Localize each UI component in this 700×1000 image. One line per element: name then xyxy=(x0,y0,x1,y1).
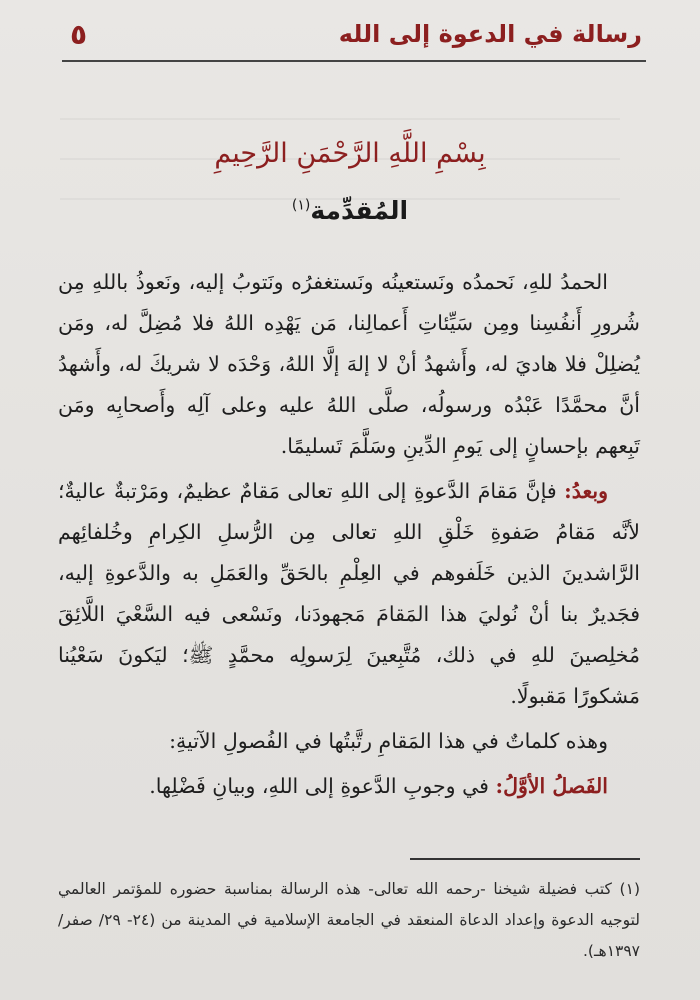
paragraph-introduction-body: فإنَّ مَقامَ الدَّعوةِ إلى اللهِ تعالى مَقامٌ عظيمٌ، ومَرْتبةٌ عاليةٌ؛ لأنَّه مَقامُ صَفوةِ خَلْقِ اللهِ تعالى مِن الرُّسلِ الكِرامِ وخُلفائِهم الرَّاشدينَ الذين خَلَفوهم في العِلْمِ بالحَقِّ والعَمَلِ به والدَّعوةِ إليه، فجَديرٌ بنا أنْ نُوليَ هذا المَقامَ مَجهودَنا، ونَسْعى فيه السَّعْيَ اللَّائِقَ مُخلِصينَ للهِ في ذلك، مُتَّبِعينَ لِرَسولِه محمَّدٍ ﷺ؛ ليَكونَ سَعْيُنا مَشكورًا مَقبولًا. xyxy=(58,479,640,708)
paragraph-lead: وبعدُ: xyxy=(564,479,608,503)
footnote: (١) كتب فضيلة شيخنا -رحمه الله تعالى- هذه الرسالة بمناسبة حضوره للمؤتمر العالمي لتوجيه الدعوة وإعداد الدعاة المنعقد في الجامعة الإسلامية في المدينة من (٢٤- ٢٩/ صفر/ ١٣٩٧هـ). xyxy=(58,880,640,960)
body-text xyxy=(58,262,640,807)
basmala: بِسْمِ اللَّهِ الرَّحْمَنِ الرَّحِيمِ xyxy=(214,138,486,169)
chapter-footnote-marker: (١) xyxy=(291,197,311,214)
chapter-title xyxy=(0,196,700,225)
paragraph-praise: الحمدُ للهِ، نَحمدُه ونَستعينُه ونَستغفرُه ونَتوبُ إليه، ونَعوذُ باللهِ مِن شُرورِ أَنفُسِنا ومِن سَيِّئاتِ أَعمالِنا، مَن يَهْدِه اللهُ فلا مُضِلَّ له، ومَن يُضلِلْ فلا هاديَ له، وأَشهدُ أنْ لا إلهَ إلَّا اللهُ، وَحْدَه لا شريكَ له، وأَشهدُ أنَّ محمَّدًا عَبْدُه ورسولُه، صلَّى اللهُ عليه وعلى آلِه وأَصحابِه ومَن تَبِعهم بإحسانٍ إلى يَومِ الدِّينِ وسَلَّمَ تَسليمًا. xyxy=(58,270,640,458)
paragraph-introduction xyxy=(58,471,640,717)
paragraph-outline: وهذه كلماتٌ في هذا المَقامِ رتَّبتُها في الفُصولِ الآتيةِ: xyxy=(169,729,608,753)
chapter-title-text: المُقدِّمة xyxy=(310,196,409,225)
running-header xyxy=(70,14,642,54)
header-rule xyxy=(62,60,646,62)
running-title: رسالة في الدعوة إلى الله xyxy=(338,20,642,48)
footnote-rule xyxy=(410,858,640,860)
page-number: ٥ xyxy=(70,17,88,51)
section-label: الفَصلُ الأوَّلُ: xyxy=(495,774,608,798)
section-text: في وجوبِ الدَّعوةِ إلى اللهِ، وبيانِ فَضْلِها. xyxy=(149,774,489,798)
section-heading-line xyxy=(58,766,640,807)
